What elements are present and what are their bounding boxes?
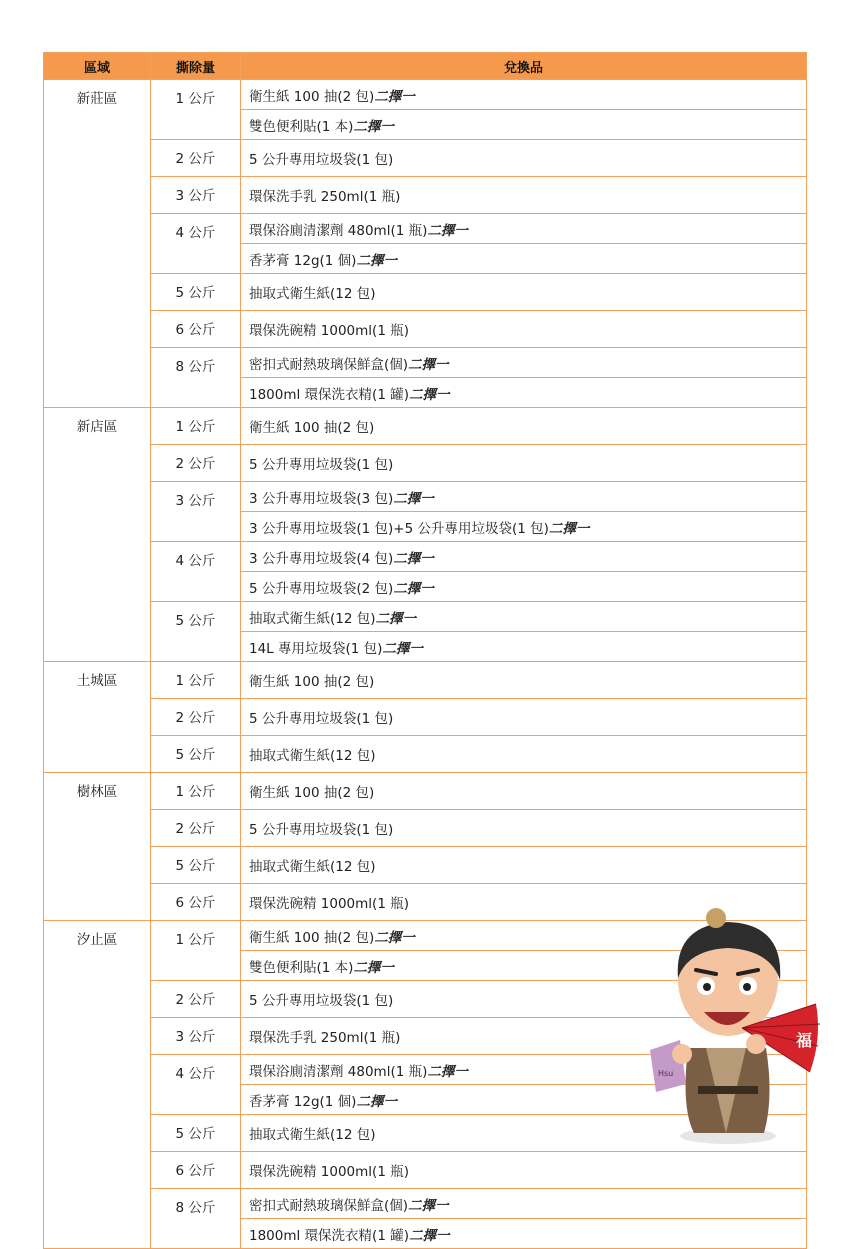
table-row — [44, 662, 807, 699]
district-cell: 土城區 — [44, 662, 151, 773]
item-cell — [241, 1152, 807, 1189]
item-cell — [241, 311, 807, 348]
table-row — [44, 482, 807, 512]
item-text: 環保洗碗精 1000ml(1 瓶) — [249, 1164, 409, 1180]
choice-note: 二擇一 — [356, 252, 397, 269]
item-cell — [241, 1189, 807, 1219]
item-cell — [241, 1219, 807, 1249]
choice-note: 二擇一 — [382, 640, 423, 657]
item-text: 3 公升專用垃圾袋(4 包) — [249, 550, 394, 567]
item-text: 衛生紙 100 抽(2 包) — [249, 785, 375, 801]
table-row — [44, 699, 807, 736]
table-row — [44, 348, 807, 378]
item-text: 14L 專用垃圾袋(1 包) — [249, 640, 383, 657]
item-cell — [241, 378, 807, 408]
item-text: 抽取式衛生紙(12 包) — [249, 748, 376, 764]
table-row — [44, 140, 807, 177]
item-cell — [241, 445, 807, 482]
item-cell — [241, 662, 807, 699]
amount-cell: 2 公斤 — [151, 981, 241, 1018]
item-text: 衛生紙 100 抽(2 包) — [249, 929, 375, 946]
header-district: 區域 — [44, 53, 151, 80]
item-text: 5 公升專用垃圾袋(1 包) — [249, 822, 394, 838]
table-row — [44, 80, 807, 110]
choice-note: 二擇一 — [408, 1197, 449, 1214]
item-cell — [241, 699, 807, 736]
item-cell — [241, 810, 807, 847]
district-cell: 汐止區 — [44, 921, 151, 1249]
amount-cell: 3 公斤 — [151, 482, 241, 542]
mascot-illustration — [646, 908, 826, 1148]
item-text: 5 公升專用垃圾袋(2 包) — [249, 580, 394, 597]
item-text: 5 公升專用垃圾袋(1 包) — [249, 993, 394, 1009]
amount-cell: 8 公斤 — [151, 348, 241, 408]
choice-note: 二擇一 — [408, 386, 450, 403]
item-cell — [241, 214, 807, 244]
table-row — [44, 274, 807, 311]
item-text: 環保洗碗精 1000ml(1 瓶) — [249, 323, 409, 339]
amount-cell: 2 公斤 — [151, 810, 241, 847]
amount-cell: 4 公斤 — [151, 1055, 241, 1115]
item-cell — [241, 632, 807, 662]
item-cell — [241, 736, 807, 773]
choice-note: 二擇一 — [375, 610, 417, 627]
header-amount: 撕除量 — [151, 53, 241, 80]
choice-note: 二擇一 — [393, 580, 434, 597]
item-text: 衛生紙 100 抽(2 包) — [249, 88, 375, 105]
item-text: 1800ml 環保洗衣精(1 罐) — [249, 386, 409, 403]
item-cell — [241, 482, 807, 512]
table-row — [44, 602, 807, 632]
table-row — [44, 214, 807, 244]
item-text: 抽取式衛生紙(12 包) — [249, 859, 376, 875]
item-text: 1800ml 環保洗衣精(1 罐) — [249, 1227, 409, 1244]
item-text: 環保洗手乳 250ml(1 瓶) — [249, 189, 401, 205]
item-text: 抽取式衛生紙(12 包) — [249, 286, 376, 302]
table-row — [44, 1152, 807, 1189]
item-text: 5 公升專用垃圾袋(1 包) — [249, 711, 394, 727]
item-cell — [241, 572, 807, 602]
choice-note: 二擇一 — [427, 1063, 468, 1080]
table-row — [44, 1189, 807, 1219]
table-row — [44, 810, 807, 847]
amount-cell: 5 公斤 — [151, 847, 241, 884]
item-text: 香茅膏 12g(1 個) — [249, 252, 357, 269]
table-row — [44, 445, 807, 482]
amount-cell: 8 公斤 — [151, 1189, 241, 1249]
choice-note: 二擇一 — [408, 1227, 450, 1244]
amount-cell: 2 公斤 — [151, 140, 241, 177]
amount-cell: 6 公斤 — [151, 884, 241, 921]
amount-cell: 3 公斤 — [151, 1018, 241, 1055]
item-cell — [241, 244, 807, 274]
amount-cell: 1 公斤 — [151, 662, 241, 699]
amount-cell: 5 公斤 — [151, 602, 241, 662]
amount-cell: 5 公斤 — [151, 736, 241, 773]
choice-note: 二擇一 — [393, 550, 434, 567]
item-cell — [241, 602, 807, 632]
table-row — [44, 847, 807, 884]
table-row — [44, 773, 807, 810]
table-row — [44, 311, 807, 348]
item-cell — [241, 177, 807, 214]
header-items: 兌換品 — [241, 53, 807, 80]
amount-cell: 1 公斤 — [151, 921, 241, 981]
amount-cell: 1 公斤 — [151, 80, 241, 140]
item-cell — [241, 274, 807, 311]
item-text: 雙色便利貼(1 本) — [249, 118, 354, 135]
item-text: 5 公升專用垃圾袋(1 包) — [249, 152, 394, 168]
amount-cell: 4 公斤 — [151, 214, 241, 274]
item-text: 衛生紙 100 抽(2 包) — [249, 420, 375, 436]
amount-cell: 5 公斤 — [151, 274, 241, 311]
amount-cell: 6 公斤 — [151, 1152, 241, 1189]
table-row — [44, 408, 807, 445]
item-cell — [241, 140, 807, 177]
item-text: 3 公升專用垃圾袋(3 包) — [249, 490, 394, 507]
choice-note: 二擇一 — [408, 356, 449, 373]
item-text: 抽取式衛生紙(12 包) — [249, 1127, 376, 1143]
amount-cell: 1 公斤 — [151, 408, 241, 445]
item-cell — [241, 348, 807, 378]
item-text: 密扣式耐熱玻璃保鮮盒(個) — [249, 356, 409, 373]
item-cell — [241, 110, 807, 140]
choice-note: 二擇一 — [356, 1093, 397, 1110]
table-row — [44, 177, 807, 214]
amount-cell: 2 公斤 — [151, 445, 241, 482]
choice-note: 二擇一 — [393, 490, 434, 507]
choice-note: 二擇一 — [548, 520, 590, 537]
amount-cell: 6 公斤 — [151, 311, 241, 348]
item-cell — [241, 773, 807, 810]
district-cell: 新店區 — [44, 408, 151, 662]
choice-note: 二擇一 — [374, 929, 415, 946]
amount-cell: 3 公斤 — [151, 177, 241, 214]
table-row — [44, 542, 807, 572]
item-text: 抽取式衛生紙(12 包) — [249, 610, 376, 627]
district-cell: 樹林區 — [44, 773, 151, 921]
table-header-row — [44, 53, 807, 80]
item-text: 5 公升專用垃圾袋(1 包) — [249, 457, 394, 473]
item-cell — [241, 542, 807, 572]
item-text: 環保洗手乳 250ml(1 瓶) — [249, 1030, 401, 1046]
item-text: 衛生紙 100 抽(2 包) — [249, 674, 375, 690]
item-text: 環保洗碗精 1000ml(1 瓶) — [249, 896, 409, 912]
item-cell — [241, 512, 807, 542]
amount-cell: 4 公斤 — [151, 542, 241, 602]
item-cell — [241, 408, 807, 445]
choice-note: 二擇一 — [427, 222, 468, 239]
item-text: 環保浴廁清潔劑 480ml(1 瓶) — [249, 222, 428, 239]
table-row — [44, 736, 807, 773]
district-cell: 新莊區 — [44, 80, 151, 408]
choice-note: 二擇一 — [353, 959, 394, 976]
bag-label: Hsu — [658, 1069, 674, 1078]
item-text: 雙色便利貼(1 本) — [249, 959, 354, 976]
fan-label: 福 — [796, 1031, 813, 1050]
choice-note: 二擇一 — [353, 118, 394, 135]
amount-cell: 2 公斤 — [151, 699, 241, 736]
item-cell — [241, 847, 807, 884]
amount-cell: 1 公斤 — [151, 773, 241, 810]
item-text: 3 公升專用垃圾袋(1 包)+5 公升專用垃圾袋(1 包) — [249, 520, 549, 537]
choice-note: 二擇一 — [374, 88, 415, 105]
item-cell — [241, 80, 807, 110]
item-text: 環保浴廁清潔劑 480ml(1 瓶) — [249, 1063, 428, 1080]
amount-cell: 5 公斤 — [151, 1115, 241, 1152]
item-text: 密扣式耐熱玻璃保鮮盒(個) — [249, 1197, 409, 1214]
item-text: 香茅膏 12g(1 個) — [249, 1093, 357, 1110]
